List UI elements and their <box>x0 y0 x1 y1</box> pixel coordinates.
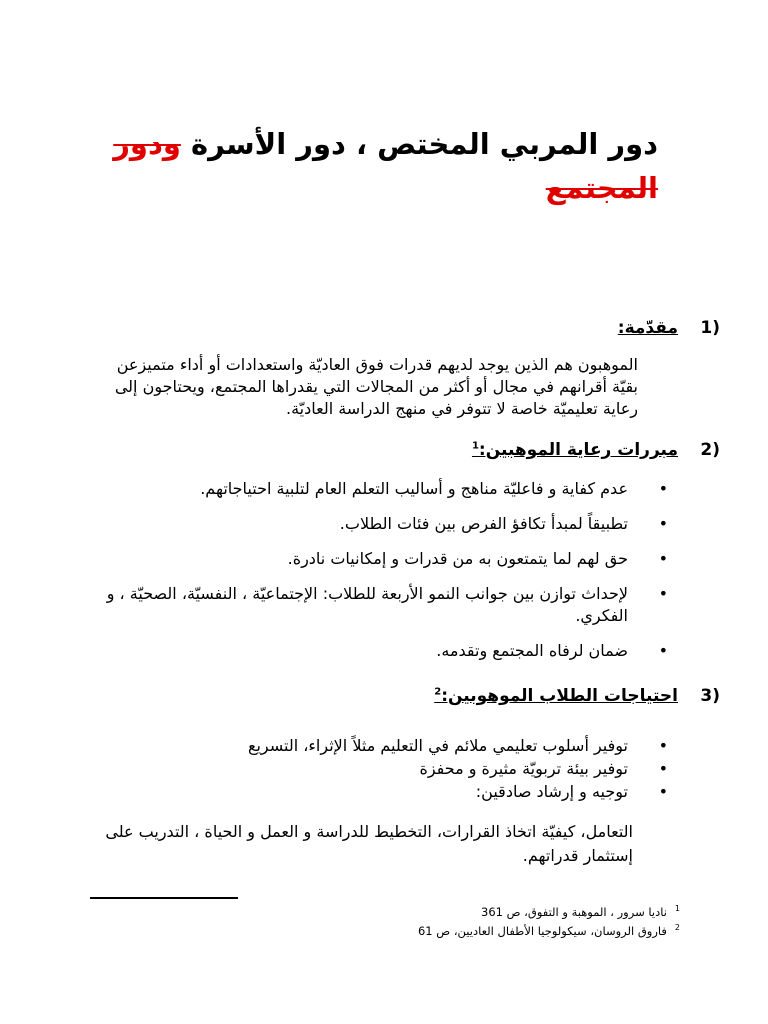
section-2-bullet-list <box>58 478 668 662</box>
list-item <box>58 640 668 662</box>
bullet-icon: • <box>658 479 668 498</box>
list-item <box>58 513 668 535</box>
bullet-icon: • <box>658 736 668 755</box>
section-3-paragraph: التعامل، كيفيّة اتخاذ القرارات، التخطيط للدراسة و العمل و الحياة ، التدريب على إستثمار قدراتهم. <box>105 822 633 865</box>
list-item <box>58 478 668 500</box>
footnote-ref-2: 2 <box>434 686 442 698</box>
section-3-bullet-list <box>58 735 668 803</box>
list-item <box>58 548 668 570</box>
section-2-title-text: مبررات رعاية الموهبين: <box>478 440 678 460</box>
list-item-text: حق لهم لما يتمتعون به من قدرات و إمكانيات نادرة. <box>287 549 628 568</box>
list-item-text: توفير بيئة تربويّة مثيرة و محفزة <box>419 759 628 778</box>
bullet-icon: • <box>658 641 668 660</box>
section-1-number: 1) <box>700 318 720 338</box>
title-highlight: ودور المجتمع <box>113 127 658 205</box>
list-item-text: توجيه و إرشاد صادقين: <box>475 782 628 801</box>
list-item <box>58 781 668 803</box>
bullet-icon: • <box>658 584 668 603</box>
bullet-icon: • <box>658 782 668 801</box>
list-item <box>58 758 668 780</box>
document-title <box>98 122 658 210</box>
footnote-2-mark: 2 <box>674 922 680 932</box>
footnote-1-text: ناديا سرور ، الموهبة و التفوق، ص 361 <box>481 904 667 919</box>
section-3-heading <box>0 686 768 712</box>
footnote-2 <box>180 920 680 939</box>
section-2-heading <box>0 440 768 466</box>
title-main: دور المربي المختص ، دور الأسرة <box>180 127 658 161</box>
bullet-icon: • <box>658 514 668 533</box>
section-2-title <box>472 440 678 460</box>
footnotes <box>180 901 680 939</box>
list-item-text: عدم كفاية و فاعليّة مناهج و أساليب التعلم العام لتلبية احتياجاتهم. <box>200 479 628 498</box>
footnote-ref-1: 1 <box>471 440 479 452</box>
bullet-icon: • <box>658 759 668 778</box>
list-item <box>58 735 668 757</box>
section-3-number: 3) <box>700 686 720 706</box>
list-item-text: ضمان لرفاه المجتمع وتقدمه. <box>436 641 628 660</box>
list-item <box>58 583 668 627</box>
section-1-heading <box>0 318 768 344</box>
section-3-title-text: احتياجات الطلاب الموهوبين: <box>441 686 678 706</box>
section-1-paragraph: الموهبون هم الذين يوجد لديهم قدرات فوق العاديّة واستعدادات أو أداء متميزعن بقيّة أقرانهم في مجال أو أكثر من المجالات التي يقدراها المجتمع، ويحتاجون إلى رعاية تعليميّة خاصة لا تتوفر في منهج الدراسة العاديّة. <box>114 355 638 418</box>
footnote-1 <box>180 901 680 920</box>
bullet-icon: • <box>658 549 668 568</box>
list-item-text: توفير أسلوب تعليمي ملائم في التعليم مثلاً الإثراء، التسريع <box>247 736 628 755</box>
list-item-text: لإحداث توازن بين جوانب النمو الأربعة للطلاب: الإجتماعيّة ، النفسيّة، الصحيّة ، و الفكري. <box>106 584 628 625</box>
footnote-separator <box>90 897 238 899</box>
footnote-2-text: فاروق الروسان، سيكولوجيا الأطفال العاديين، ص 61 <box>417 923 667 938</box>
section-2-number: 2) <box>700 440 720 460</box>
footnote-1-mark: 1 <box>674 904 680 913</box>
list-item-text: تطبيقاً لمبدأ تكافؤ الفرص بين فئات الطلاب. <box>339 514 628 533</box>
section-1-title: مقدّمة: <box>617 318 678 338</box>
section-3-title <box>434 686 678 706</box>
